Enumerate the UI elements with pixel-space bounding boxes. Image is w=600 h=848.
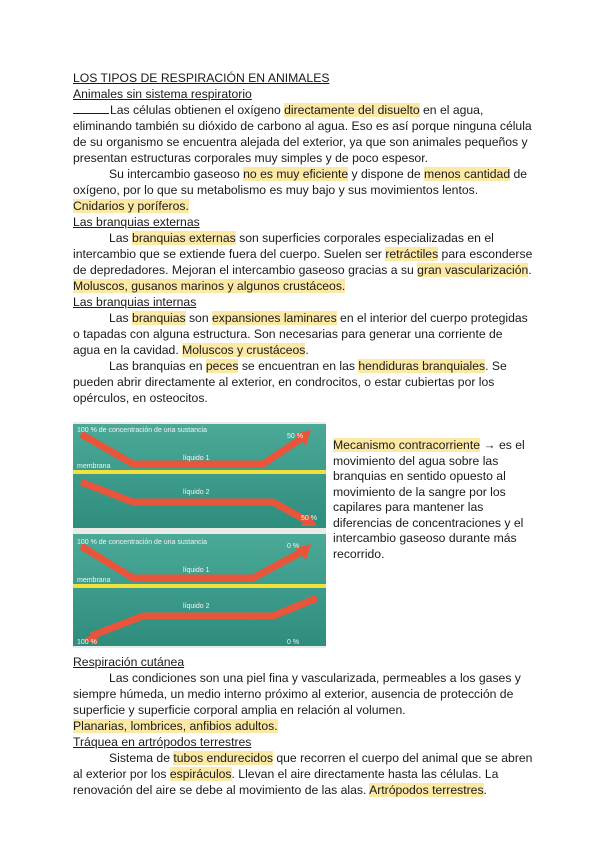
bottom-liquid1-label: líquido 1	[183, 567, 210, 574]
para-sin-sistema-1: Las células obtienen el oxígeno directamente del disuelto en el agua, eliminando también su dióxido de carbono al agua. Eso es así porque ninguna célula de su organismo se encuentra alejada del exterior, ya que son animales pequeños y presentan estructuras corporales muy simples y de poco espesor.	[73, 103, 532, 165]
heading-sin-sistema: Animales sin sistema respiratorio	[73, 87, 252, 101]
top-liquid2-label: líquido 2	[183, 489, 210, 496]
para-traquea: Sistema de tubos endurecidos que recorren el cuerpo del animal que se abren al exterior por los espiráculos. Llevan el aire directamente hasta las células. La renovación del aire se debe al movimiento de las alas. Artrópodos terrestres.	[73, 751, 533, 797]
para-sin-sistema-2: Su intercambio gaseoso no es muy eficiente y dispone de menos cantidad de oxígeno, por lo que su metabolismo es muy bajo y sus movimientos lentos.	[73, 167, 528, 197]
para-respiracion-cutanea: Las condiciones son una piel fina y vascularizada, permeables a los gases y siempre húmeda, un medio interno próximo al exterior, ausencia de protección de superficie y superficie corporal amplia en relación al volumen.	[73, 671, 521, 717]
countercurrent-diagram	[73, 422, 326, 648]
top-membrane-line	[73, 470, 326, 474]
para-branquias-externas-ejemplos: Moluscos, gusanos marinos y algunos crustáceos.	[73, 279, 346, 293]
para-branquias-externas: Las branquias externas son superficies corporales especializadas en el intercambio que se extiende fuera del cuerpo. Suelen ser retráctiles para esconderse de depredadores. Mejoran el intercambio gaseoso gracias a su gran vascularización.	[73, 231, 533, 277]
bottom-liquid2-label: líquido 2	[183, 603, 210, 610]
underline-blank	[73, 102, 109, 114]
document-page	[73, 70, 533, 798]
top-membrane-label: membrana	[77, 463, 111, 470]
para-branquias-internas-2: Las branquias en peces se encuentran en las hendiduras branquiales. Se pueden abrir directamente al exterior, en condrocitos, o estar cubiertas por los opérculos, en osteocitos.	[73, 359, 507, 405]
figure-caption: Mecanismo contracorriente → es el movimiento del agua sobre las branquias en sentido opuesto al movimiento de la sangre por los capilares para mantener las diferencias de concentraciones y el intercambio gaseoso durante más recorrido.	[333, 438, 525, 561]
para-respiracion-cutanea-ejemplos: Planarias, lombrices, anfibios adultos.	[73, 719, 278, 733]
bottom-membrane-label: membrana	[77, 577, 111, 584]
bottom-membrane-line	[73, 584, 326, 588]
top-right-pct-2: 50 %	[301, 515, 317, 522]
top-liquid1-label: líquido 1	[183, 455, 210, 462]
top-right-pct-1: 50 %	[287, 433, 303, 440]
heading-traquea: Tráquea en artrópodos terrestres	[73, 735, 252, 749]
para-branquias-internas-1: Las branquias son expansiones laminares en el interior del cuerpo protegidas o tapadas con alguna estructura. Son necesarias para generar una corriente de agua en la cavidad. Moluscos y crustáceos.	[73, 311, 528, 357]
heading-branquias-internas: Las branquias internas	[73, 295, 197, 309]
bottom-right-pct-2: 0 %	[287, 639, 300, 646]
heading-respiracion-cutanea: Respiración cutánea	[73, 655, 185, 669]
section-lower	[73, 654, 533, 798]
doc-title: LOS TIPOS DE RESPIRACIÓN EN ANIMALES	[73, 71, 330, 85]
bottom-right-pct-1: 0 %	[287, 543, 300, 550]
para-sin-sistema-ejemplos: Cnidarios y poríferos.	[73, 199, 189, 213]
figure-row	[73, 422, 533, 648]
top-corner-label: 100 % de concentración de una sustancia	[77, 427, 207, 434]
heading-branquias-externas: Las branquias externas	[73, 215, 200, 229]
bottom-left-pct: 100 %	[77, 639, 97, 646]
countercurrent-svg	[73, 422, 326, 648]
bottom-corner-label: 100 % de concentración de una sustancia	[77, 539, 207, 546]
